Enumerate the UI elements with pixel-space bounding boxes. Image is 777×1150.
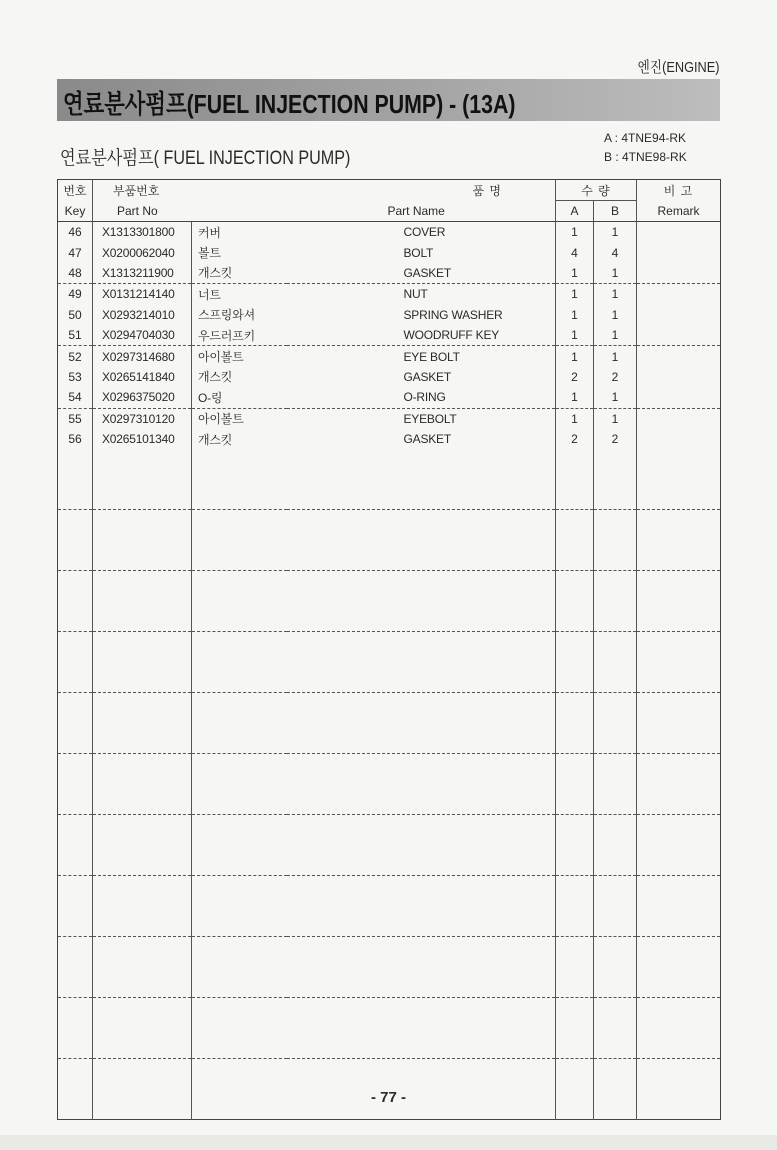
row-key: 48 [58, 263, 93, 284]
row-name-eng: GASKET [403, 369, 451, 384]
table-row [58, 263, 721, 284]
row-name-eng: COVER [403, 225, 446, 240]
row-part-no: X0294704030 [93, 325, 192, 346]
empty-row [58, 998, 721, 1059]
row-remark [637, 346, 721, 367]
row-key: 50 [68, 307, 82, 322]
row-qty-b: 2 [594, 429, 637, 449]
row-qty-a: 1 [556, 263, 594, 284]
row-qty-a: 2 [556, 367, 594, 387]
row-remark [637, 408, 721, 429]
row-qty-b: 1 [594, 346, 637, 367]
table-row [58, 284, 721, 305]
row-remark [637, 222, 721, 243]
row-key: 47 [68, 245, 82, 260]
row-key: 53 [68, 369, 82, 384]
row-part-no: X0265101340 [93, 429, 192, 449]
row-name-eng: NUT [403, 287, 428, 302]
row-qty-a: 1 [556, 305, 594, 325]
header-partno-eng: Part No [93, 201, 287, 222]
row-name-eng: O-RING [287, 387, 556, 408]
header-key-kor: 번호 [63, 183, 87, 198]
empty-row [58, 571, 721, 632]
table-row [58, 387, 721, 408]
table-row [58, 429, 721, 449]
row-remark [637, 387, 721, 408]
row-name-kor: 스프링와셔 [192, 305, 287, 325]
row-name-kor: O-링 [192, 387, 287, 408]
empty-row [58, 937, 721, 998]
row-qty-b: 1 [594, 325, 637, 346]
row-remark [637, 263, 721, 284]
row-name-kor: 커버 [192, 222, 287, 243]
row-name-kor: 개스킷 [192, 367, 287, 387]
row-name-eng: BOLT [403, 245, 434, 260]
row-remark [637, 284, 721, 305]
row-qty-b: 4 [594, 242, 637, 262]
table-row [58, 305, 721, 325]
table-row [58, 242, 721, 262]
row-remark [637, 242, 721, 262]
header-name-eng: Part Name [287, 201, 556, 222]
row-name-kor: 아이볼트 [192, 346, 287, 367]
row-qty-b: 1 [594, 408, 637, 429]
empty-row [58, 754, 721, 815]
row-part-no: X0131214140 [93, 284, 192, 305]
row-key: 55 [68, 411, 82, 426]
row-name-kor: 개스킷 [192, 263, 287, 284]
empty-row [58, 693, 721, 754]
row-name-eng: GASKET [287, 263, 556, 284]
row-name-eng: EYE BOLT [403, 349, 460, 364]
row-part-no: X1313211900 [93, 263, 192, 284]
row-qty-b: 1 [594, 222, 637, 243]
row-qty-a: 1 [556, 222, 594, 243]
row-qty-b: 1 [594, 387, 637, 408]
row-name-kor: 볼트 [192, 242, 287, 262]
row-part-no: X0265141840 [93, 367, 192, 387]
row-qty-a: 4 [556, 242, 594, 262]
row-key: 49 [68, 287, 82, 302]
table-row [58, 325, 721, 346]
page-subtitle: 연료분사펌프( FUEL INJECTION PUMP) [60, 148, 351, 169]
header-remark-kor: 비 고 [637, 180, 721, 201]
header-qty-a: A [556, 201, 594, 222]
row-key: 56 [68, 432, 82, 447]
section-label: 엔진(ENGINE) [636, 59, 719, 76]
row-remark [637, 429, 721, 449]
table-row [58, 408, 721, 429]
row-key: 46 [68, 225, 82, 240]
row-name-eng: WOODRUFF KEY [287, 325, 556, 346]
empty-row [58, 510, 721, 571]
header-partno-kor: 부품번호 [93, 180, 287, 201]
title-banner [57, 79, 720, 121]
table-row [58, 346, 721, 367]
row-name-eng: EYEBOLT [403, 411, 457, 426]
model-a: A : 4TNE94-RK [604, 131, 687, 145]
row-qty-a: 2 [556, 429, 594, 449]
header-qty-kor: 수 량 [556, 180, 637, 201]
header-key-eng: Key [58, 201, 93, 222]
row-part-no: X0297314680 [93, 346, 192, 367]
model-b: B : 4TNE98-RK [604, 150, 687, 164]
row-name-kor: 아이볼트 [192, 408, 287, 429]
empty-row [58, 815, 721, 876]
scan-edge [0, 1135, 777, 1150]
header-name-kor: 품 명 [472, 183, 503, 198]
row-key: 52 [68, 349, 82, 364]
row-qty-a: 1 [556, 325, 594, 346]
table-row [58, 367, 721, 387]
row-key: 54 [58, 387, 93, 408]
row-name-kor: 너트 [192, 284, 287, 305]
row-qty-a: 1 [556, 284, 594, 305]
row-remark [637, 305, 721, 325]
row-qty-a: 1 [556, 346, 594, 367]
row-qty-b: 2 [594, 367, 637, 387]
empty-row [58, 449, 721, 510]
row-name-eng: GASKET [403, 432, 451, 447]
row-name-kor: 개스킷 [192, 429, 287, 449]
row-remark [637, 325, 721, 346]
row-name-kor: 우드러프키 [192, 325, 287, 346]
row-qty-b: 1 [594, 305, 637, 325]
row-qty-b: 1 [594, 263, 637, 284]
row-qty-a: 1 [556, 408, 594, 429]
row-part-no: X0296375020 [93, 387, 192, 408]
model-legend [604, 129, 687, 167]
row-part-no: X0293214010 [93, 305, 192, 325]
table-row [58, 222, 721, 243]
row-qty-a: 1 [556, 387, 594, 408]
page-number: - 77 - [370, 1089, 406, 1106]
row-qty-b: 1 [594, 284, 637, 305]
banner-title: 연료분사펌프(FUEL INJECTION PUMP) - (13A) [63, 89, 516, 119]
row-remark [637, 367, 721, 387]
parts-table [57, 179, 721, 1120]
row-part-no: X1313301800 [93, 222, 192, 243]
row-part-no: X0200062040 [93, 242, 192, 262]
row-key: 51 [58, 325, 93, 346]
empty-row [58, 632, 721, 693]
row-part-no: X0297310120 [93, 408, 192, 429]
header-remark-eng: Remark [637, 201, 721, 222]
empty-row [58, 876, 721, 937]
header-qty-b: B [594, 201, 637, 222]
row-name-eng: SPRING WASHER [403, 307, 503, 322]
